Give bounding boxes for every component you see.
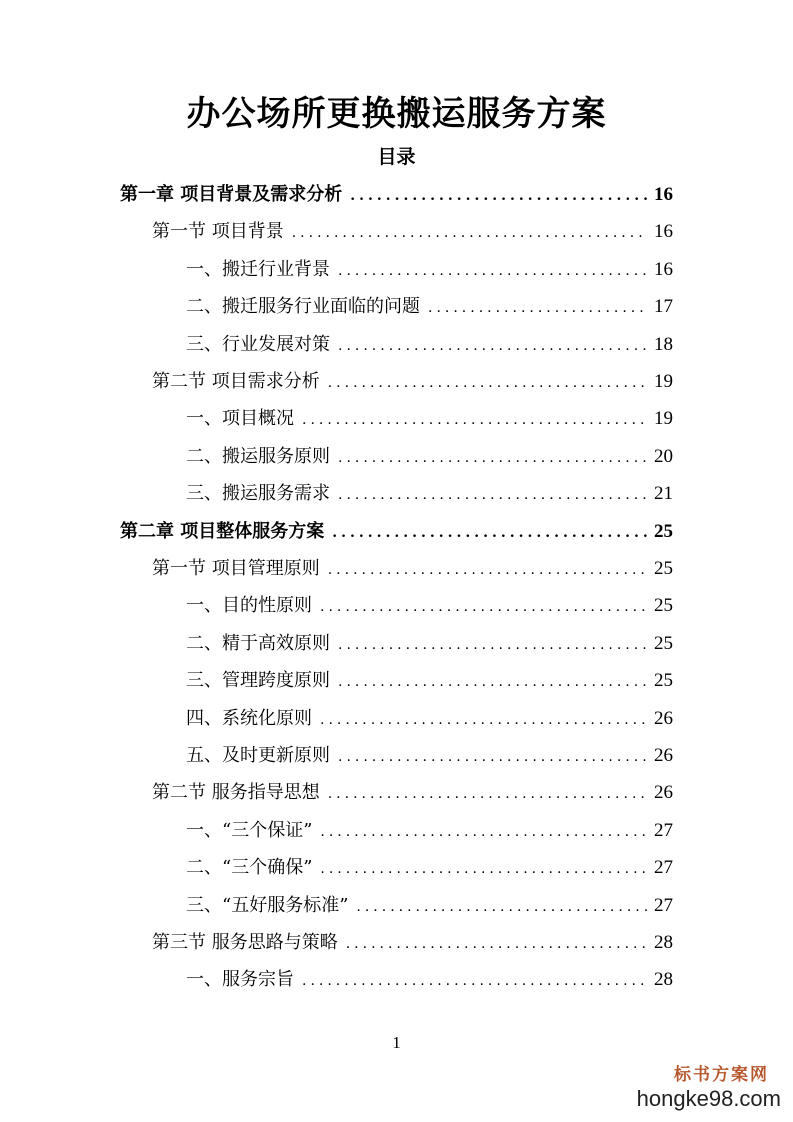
toc-entry-page-number: 19 <box>654 371 673 392</box>
toc-entry-title: 一、项目概况 <box>186 408 294 429</box>
page-number: 1 <box>392 1033 401 1052</box>
toc-section-entry[interactable] <box>152 779 673 807</box>
toc-entry-page-number: 27 <box>654 820 673 841</box>
toc-chapter-entry[interactable] <box>120 518 673 546</box>
toc-dot-leader <box>320 818 648 846</box>
toc-entry-title: 四、系统化原则 <box>186 708 312 729</box>
toc-entry-page-number: 25 <box>654 558 673 579</box>
toc-dot-leader <box>302 406 648 434</box>
toc-subsection-entry[interactable] <box>186 592 673 620</box>
toc-subsection-entry[interactable] <box>186 256 673 284</box>
toc-subsection-entry[interactable] <box>186 293 673 321</box>
toc-dot-leader <box>320 593 648 621</box>
toc-entry-title: 第二章 项目整体服务方案 <box>120 521 325 542</box>
toc-dot-leader <box>320 706 648 734</box>
toc-entry-title: 二、“三个确保” <box>186 857 313 878</box>
toc-entry-title: 一、搬迁行业背景 <box>186 259 330 280</box>
toc-dot-leader <box>338 332 648 360</box>
toc-entry-page-number: 27 <box>654 857 673 878</box>
toc-entry-page-number: 26 <box>654 782 673 803</box>
toc-subsection-entry[interactable] <box>186 630 673 658</box>
watermark <box>637 1064 781 1112</box>
toc-entry-page-number: 16 <box>654 221 673 242</box>
toc-subsection-entry[interactable] <box>186 854 673 882</box>
toc-heading: 目录 <box>377 146 416 168</box>
document-title: 办公场所更换搬运服务方案 <box>186 94 607 134</box>
toc-dot-leader <box>338 257 648 285</box>
toc-dot-leader <box>328 780 648 808</box>
toc-entry-page-number: 28 <box>654 969 673 990</box>
toc-entry-title: 第一节 项目管理原则 <box>152 558 320 579</box>
watermark-url: hongke98.com <box>636 1086 781 1111</box>
toc-dot-leader <box>346 930 648 958</box>
toc-subsection-entry[interactable] <box>186 443 673 471</box>
toc-section-entry[interactable] <box>152 368 673 396</box>
toc-dot-leader <box>350 182 648 210</box>
toc-subsection-entry[interactable] <box>186 966 673 994</box>
toc-entry-page-number: 25 <box>654 633 673 654</box>
watermark-brand: 标书方案网 <box>674 1065 769 1084</box>
toc-dot-leader <box>320 855 648 883</box>
toc-entry-title: 一、“三个保证” <box>186 820 313 841</box>
toc-subsection-entry[interactable] <box>186 892 673 920</box>
toc-dot-leader <box>292 219 648 247</box>
toc-entry-title: 一、服务宗旨 <box>186 969 294 990</box>
toc-entry-page-number: 16 <box>654 184 673 205</box>
toc-entry-page-number: 18 <box>654 334 673 355</box>
toc-dot-leader <box>338 631 648 659</box>
toc-entry-title: 二、搬运服务原则 <box>186 446 330 467</box>
toc-subsection-entry[interactable] <box>186 742 673 770</box>
toc-entry-page-number: 21 <box>654 483 673 504</box>
toc-dot-leader <box>328 369 648 397</box>
toc-entry-page-number: 17 <box>654 296 673 317</box>
toc-chapter-entry[interactable] <box>120 181 673 209</box>
toc-entry-title: 一、目的性原则 <box>186 595 312 616</box>
toc-entry-page-number: 20 <box>654 446 673 467</box>
toc-dot-leader <box>328 556 648 584</box>
toc-entry-page-number: 25 <box>654 521 673 542</box>
toc-entry-title: 第一章 项目背景及需求分析 <box>120 184 343 205</box>
toc-entry-page-number: 26 <box>654 708 673 729</box>
toc-section-entry[interactable] <box>152 555 673 583</box>
toc-subsection-entry[interactable] <box>186 331 673 359</box>
toc-dot-leader <box>338 743 648 771</box>
toc-entry-page-number: 16 <box>654 259 673 280</box>
toc-subsection-entry[interactable] <box>186 817 673 845</box>
toc-entry-title: 第一节 项目背景 <box>152 221 284 242</box>
toc-entry-title: 二、搬迁服务行业面临的问题 <box>186 296 420 317</box>
toc-entry-page-number: 28 <box>654 932 673 953</box>
toc-entry-page-number: 26 <box>654 745 673 766</box>
toc-entry-title: 第三节 服务思路与策略 <box>152 932 338 953</box>
toc-dot-leader <box>338 481 648 509</box>
toc-entry-title: 三、行业发展对策 <box>186 334 330 355</box>
toc-section-entry[interactable] <box>152 218 673 246</box>
toc-subsection-entry[interactable] <box>186 405 673 433</box>
toc-entry-page-number: 25 <box>654 670 673 691</box>
toc-dot-leader <box>302 967 648 995</box>
toc-dot-leader <box>338 668 648 696</box>
toc-dot-leader <box>338 444 648 472</box>
toc-section-entry[interactable] <box>152 929 673 957</box>
toc-subsection-entry[interactable] <box>186 705 673 733</box>
toc-dot-leader <box>332 519 648 547</box>
toc-entry-title: 三、管理跨度原则 <box>186 670 330 691</box>
toc-entry-page-number: 27 <box>654 895 673 916</box>
toc-subsection-entry[interactable] <box>186 667 673 695</box>
toc-entry-page-number: 19 <box>654 408 673 429</box>
toc-entry-title: 三、“五好服务标准” <box>186 895 349 916</box>
toc-entry-page-number: 25 <box>654 595 673 616</box>
toc-dot-leader <box>428 294 648 322</box>
toc-entry-title: 第二节 项目需求分析 <box>152 371 320 392</box>
toc-dot-leader <box>356 893 648 921</box>
toc-entry-title: 五、及时更新原则 <box>186 745 330 766</box>
toc-entry-title: 二、精于高效原则 <box>186 633 330 654</box>
toc-entry-title: 第二节 服务指导思想 <box>152 782 320 803</box>
toc-entry-title: 三、搬运服务需求 <box>186 483 330 504</box>
toc-subsection-entry[interactable] <box>186 480 673 508</box>
